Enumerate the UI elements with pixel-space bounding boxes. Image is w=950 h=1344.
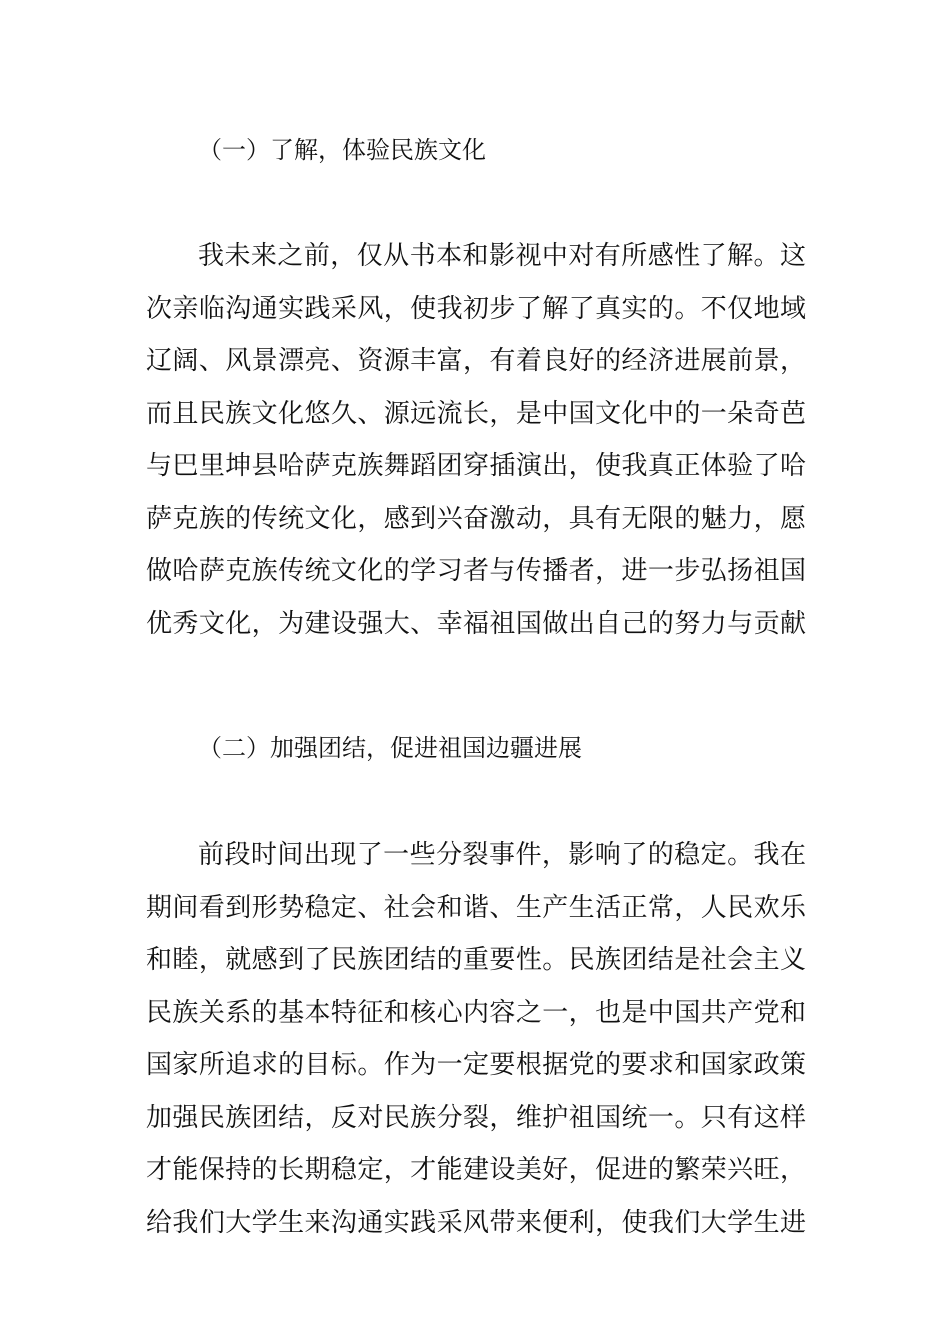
paragraph-line: 做哈萨克族传统文化的学习者与传播者，进一步弘扬祖国 <box>146 556 806 586</box>
paragraph-line: 优秀文化，为建设强大、幸福祖国做出自己的努力与贡献 <box>146 608 806 639</box>
paragraph-line: 期间看到形势稳定、社会和谐、生产生活正常，人民欢乐 <box>146 892 806 923</box>
section-heading-1: （一）了解，体验民族文化 <box>198 136 486 164</box>
paragraph-line: 民族关系的基本特征和核心内容之一，也是中国共产党和 <box>146 997 806 1028</box>
paragraph-line: 萨克族的传统文化，感到兴奋激动，具有无限的魅力，愿 <box>146 503 806 534</box>
paragraph-line: 国家所追求的目标。作为一定要根据党的要求和国家政策 <box>146 1050 806 1080</box>
paragraph-line: 前段时间出现了一些分裂事件，影响了的稳定。我在 <box>198 840 806 870</box>
section-paragraph-2 <box>146 829 806 1249</box>
paragraph-line: 次亲临沟通实践采风，使我初步了解了真实的。不仅地域 <box>146 293 806 324</box>
paragraph-line: 给我们大学生来沟通实践采风带来便利，使我们大学生进 <box>146 1207 806 1238</box>
paragraph-line: 与巴里坤县哈萨克族舞蹈团穿插演出，使我真正体验了哈 <box>146 451 806 481</box>
section-paragraph-1 <box>146 230 806 650</box>
paragraph-line: 而且民族文化悠久、源远流长，是中国文化中的一朵奇芭 <box>146 398 806 429</box>
section-heading-2: （二）加强团结，促进祖国边疆进展 <box>198 734 582 762</box>
paragraph-line: 加强民族团结，反对民族分裂，维护祖国统一。只有这样 <box>146 1102 806 1133</box>
paragraph-line: 辽阔、风景漂亮、资源丰富，有着良好的经济进展前景， <box>146 346 806 376</box>
paragraph-line: 和睦，就感到了民族团结的重要性。民族团结是社会主义 <box>146 945 806 975</box>
paragraph-line: 我未来之前，仅从书本和影视中对有所感性了解。这 <box>198 241 806 271</box>
paragraph-line: 才能保持的长期稳定，才能建设美好，促进的繁荣兴旺， <box>146 1155 806 1185</box>
